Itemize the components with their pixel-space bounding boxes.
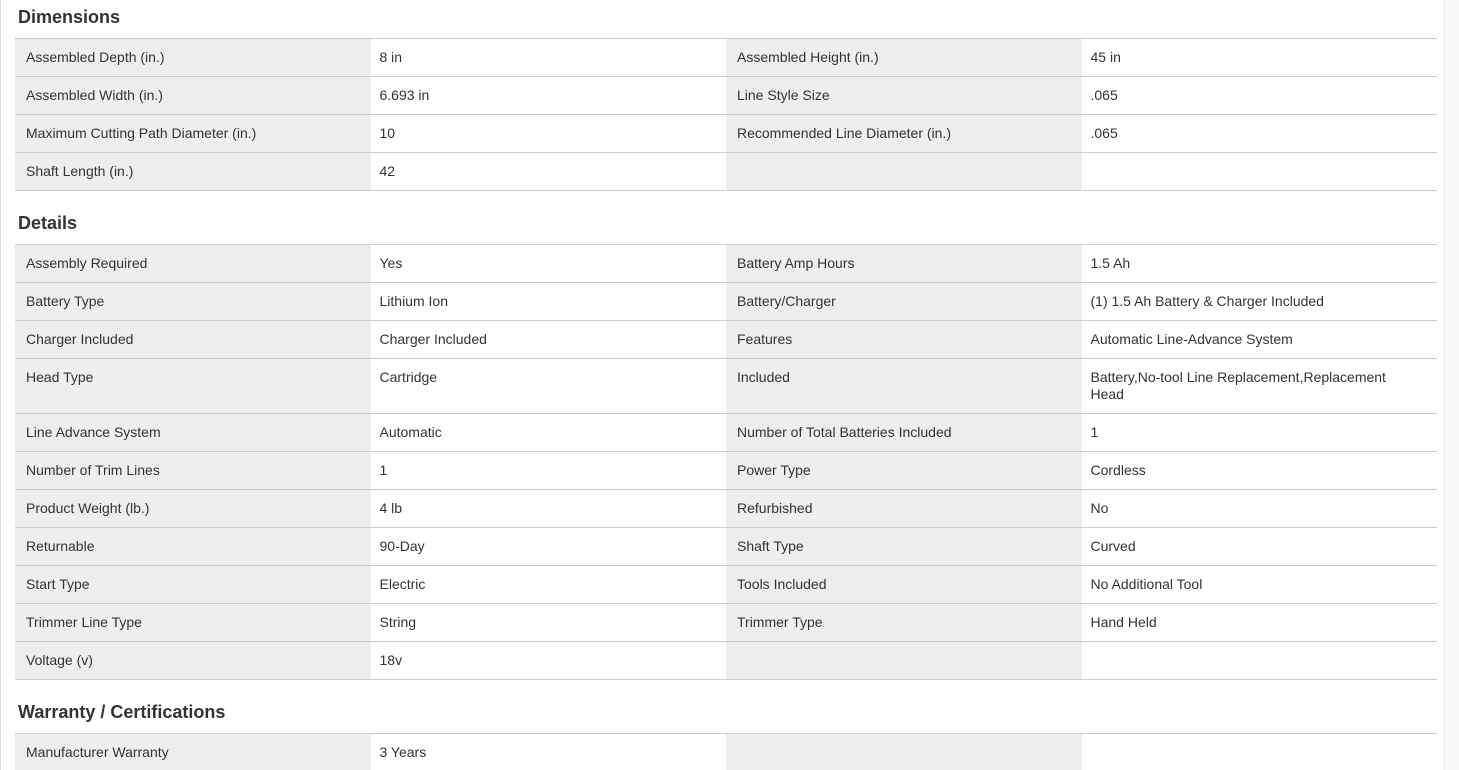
spec-row xyxy=(15,642,1437,680)
spec-row xyxy=(15,452,1437,490)
spec-value: 90-Day xyxy=(371,528,727,565)
spec-value: Charger Included xyxy=(371,321,727,358)
spec-value: Yes xyxy=(371,245,727,282)
spec-value xyxy=(1082,734,1438,770)
spec-value: 8 in xyxy=(371,39,727,76)
spec-label: Recommended Line Diameter (in.) xyxy=(726,115,1082,152)
spec-value: Cartridge xyxy=(371,359,727,413)
spec-label: Assembled Depth (in.) xyxy=(15,39,371,76)
spec-value: Cordless xyxy=(1082,452,1438,489)
spec-value: 3 Years xyxy=(371,734,727,770)
spec-label: Battery/Charger xyxy=(726,283,1082,320)
spec-label: Returnable xyxy=(15,528,371,565)
spec-row xyxy=(15,283,1437,321)
spec-row xyxy=(15,153,1437,191)
spec-value xyxy=(1082,642,1438,679)
spec-label: Trimmer Type xyxy=(726,604,1082,641)
spec-value: Electric xyxy=(371,566,727,603)
spec-value: String xyxy=(371,604,727,641)
spec-row xyxy=(15,528,1437,566)
spec-label: Trimmer Line Type xyxy=(15,604,371,641)
spec-value: .065 xyxy=(1082,77,1438,114)
spec-label: Maximum Cutting Path Diameter (in.) xyxy=(15,115,371,152)
spec-label: Assembled Height (in.) xyxy=(726,39,1082,76)
spec-label: Shaft Length (in.) xyxy=(15,153,371,190)
spec-value: 1 xyxy=(1082,414,1438,451)
spec-label: Line Advance System xyxy=(15,414,371,451)
spec-value: 18v xyxy=(371,642,727,679)
spec-row xyxy=(15,566,1437,604)
spec-value: 1 xyxy=(371,452,727,489)
spec-row xyxy=(15,77,1437,115)
spec-sections-container xyxy=(15,8,1437,770)
scrollbar-track[interactable] xyxy=(1444,0,1459,770)
spec-label: Charger Included xyxy=(15,321,371,358)
spec-label: Refurbished xyxy=(726,490,1082,527)
spec-value: 45 in xyxy=(1082,39,1438,76)
spec-row xyxy=(15,245,1437,283)
spec-table xyxy=(15,733,1437,770)
spec-value: Lithium Ion xyxy=(371,283,727,320)
spec-value: No xyxy=(1082,490,1438,527)
spec-label: Head Type xyxy=(15,359,371,413)
spec-label xyxy=(726,153,1082,190)
spec-section xyxy=(15,8,1437,191)
spec-label: Shaft Type xyxy=(726,528,1082,565)
spec-label: Assembly Required xyxy=(15,245,371,282)
spec-label xyxy=(726,642,1082,679)
spec-label: Product Weight (lb.) xyxy=(15,490,371,527)
spec-value: 1.5 Ah xyxy=(1082,245,1438,282)
spec-label: Power Type xyxy=(726,452,1082,489)
spec-label: Voltage (v) xyxy=(15,642,371,679)
spec-label: Number of Trim Lines xyxy=(15,452,371,489)
spec-value: 42 xyxy=(371,153,727,190)
spec-label: Tools Included xyxy=(726,566,1082,603)
spec-row xyxy=(15,414,1437,452)
spec-row xyxy=(15,490,1437,528)
spec-value: 6.693 in xyxy=(371,77,727,114)
spec-value: Automatic Line-Advance System xyxy=(1082,321,1438,358)
spec-row xyxy=(15,39,1437,77)
spec-label: Manufacturer Warranty xyxy=(15,734,371,770)
section-title: Dimensions xyxy=(18,7,121,27)
spec-value: 4 lb xyxy=(371,490,727,527)
spec-value xyxy=(1082,153,1438,190)
spec-value: .065 xyxy=(1082,115,1438,152)
spec-label: Assembled Width (in.) xyxy=(15,77,371,114)
section-title: Warranty / Certifications xyxy=(18,702,226,722)
spec-table xyxy=(15,244,1437,680)
spec-label: Included xyxy=(726,359,1082,413)
spec-value: No Additional Tool xyxy=(1082,566,1438,603)
spec-label: Battery Type xyxy=(15,283,371,320)
spec-label: Start Type xyxy=(15,566,371,603)
spec-value: (1) 1.5 Ah Battery & Charger Included xyxy=(1082,283,1438,320)
spec-label: Number of Total Batteries Included xyxy=(726,414,1082,451)
spec-label: Features xyxy=(726,321,1082,358)
spec-row xyxy=(15,734,1437,770)
spec-value: Battery,No-tool Line Replacement,Replacement Head xyxy=(1082,359,1438,413)
spec-value: Hand Held xyxy=(1082,604,1438,641)
spec-row xyxy=(15,321,1437,359)
spec-value: Automatic xyxy=(371,414,727,451)
spec-value: Curved xyxy=(1082,528,1438,565)
spec-label: Battery Amp Hours xyxy=(726,245,1082,282)
spec-value: 10 xyxy=(371,115,727,152)
section-title: Details xyxy=(18,213,78,233)
spec-section xyxy=(15,703,1437,770)
spec-row xyxy=(15,359,1437,414)
spec-label: Line Style Size xyxy=(726,77,1082,114)
spec-row xyxy=(15,604,1437,642)
spec-label xyxy=(726,734,1082,770)
spec-row xyxy=(15,115,1437,153)
spec-section xyxy=(15,214,1437,680)
spec-table xyxy=(15,38,1437,191)
